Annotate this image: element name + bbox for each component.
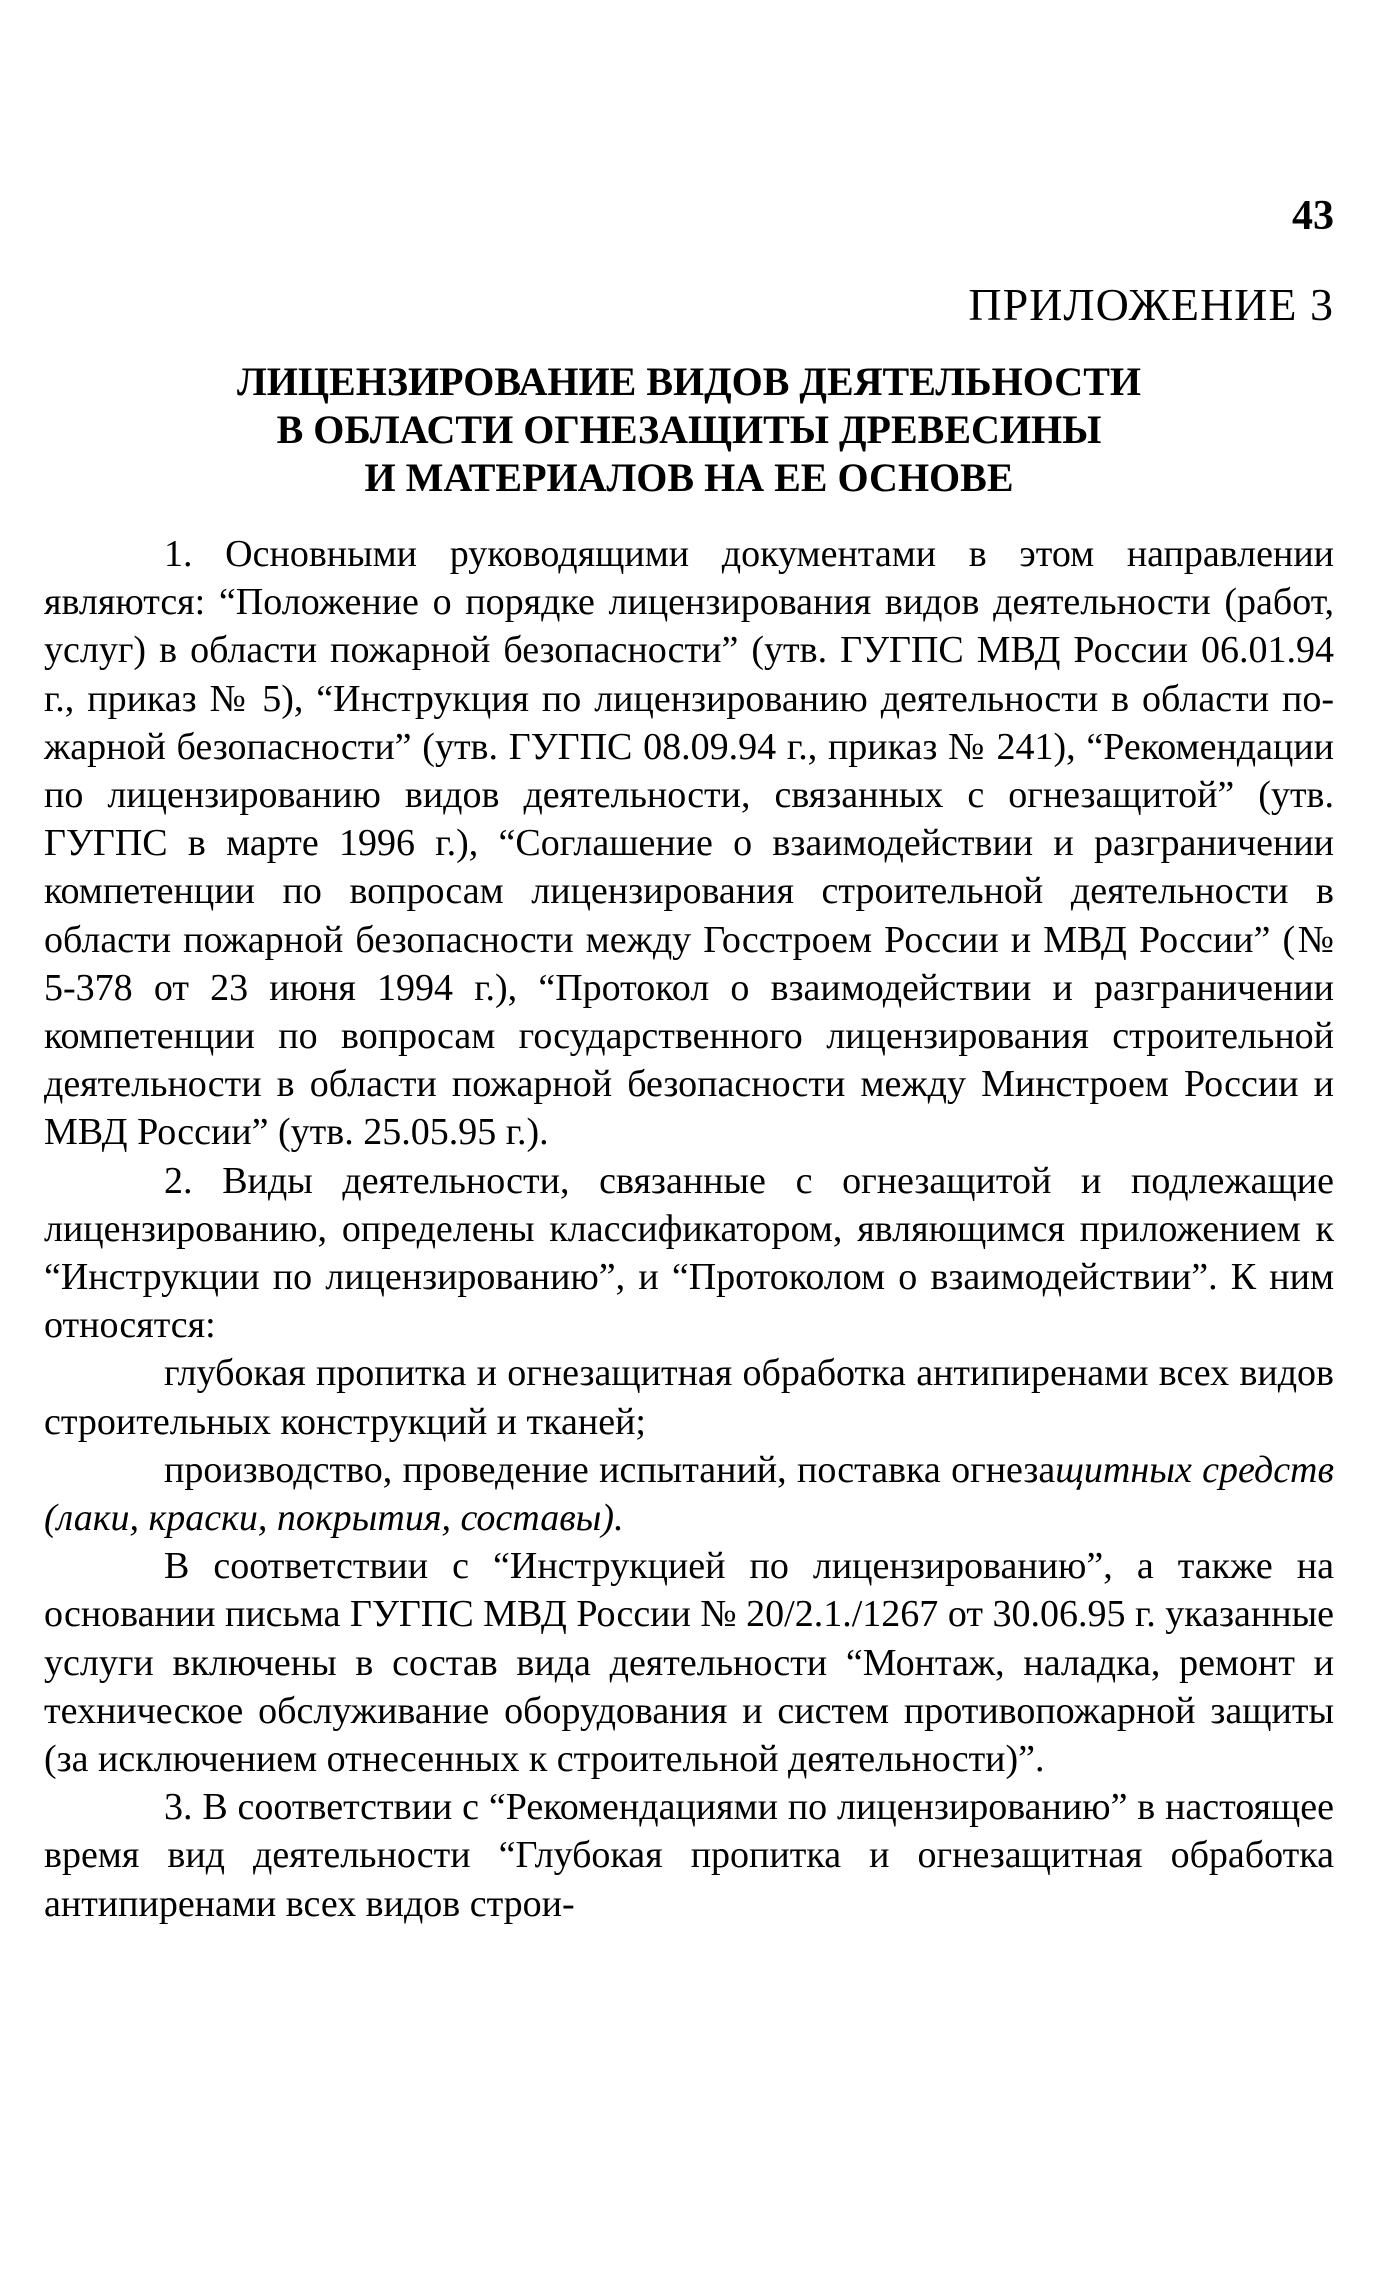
paragraph-3: В соответствии с “Инструкцией по лицензированию”, а также на основании письма ГУГПС МВД России № 20/2.1./1267 от 30.06.95 г. указанные услуги включены в состав вида деятельности “Монтаж, наладка, ремонт и техническое обслуживание оборудования и систем противопожарной защиты (за исключением отнесенных к строительной деятельности)”.: [44, 1545, 1334, 1781]
list-item-1: глубокая пропитка и огнезащитная обработка антипиренами всех видов строительных конструкций и тканей;: [44, 1352, 1334, 1443]
title-line-1: ЛИЦЕНЗИРОВАНИЕ ВИДОВ ДЕЯТЕЛЬНОСТИ: [237, 359, 1141, 404]
document-title: [44, 358, 1334, 502]
list-item-2: [44, 1446, 1334, 1542]
paragraph-2: 2. Виды деятельности, связанные с огнезащитой и подлежащие лицензированию, определены классификатором, являющимся приложением к “Инструкции по лицензированию”, и “Протоколом о взаимодействии”. К ним относятся:: [44, 1159, 1334, 1347]
document-page: [44, 0, 1334, 2284]
page-number: 43: [1292, 193, 1334, 239]
paragraph-1: 1. Основными руководящими документами в этом направлении являются: “Положение о порядке лицензирования видов деятельности (работ, услуг) в области пожарной безопасности” (утв. ГУГПС МВД России 06.01.94 г., приказ № 5), “Инструкция по лицензированию деятельности в области пожарной безопасности” (утв. ГУГПС 08.09.94 г., приказ № 241), “Рекомендации по лицензированию видов деятельности, связанных с огнезащитой” (утв. ГУГПС в марте 1996 г.), “Соглашение о взаимодействии и разграничении компетенции по вопросам лицензирования строительной деятельности в области пожарной безопасности между Госстроем России и МВД России” (№ 5-378 от 23 июня 1994 г.), “Протокол о взаимодействии и разграничении компетенции по вопросам государственного лицензирования строительной деятельности в области пожарной безопасности между Минстроем России и МВД России” (утв. 25.05.95 г.).: [44, 533, 1334, 1154]
title-line-2: В ОБЛАСТИ ОГНЕЗАЩИТЫ ДРЕВЕСИНЫ: [276, 407, 1102, 452]
list-item-2-text: производство, проведение испытаний, поставка огнеза: [164, 1448, 1056, 1491]
list-item-2-italic: щитных средств (лаки, краски, покрытия, составы).: [44, 1448, 1334, 1540]
paragraph-4: 3. В соответствии с “Рекомендациями по лицензированию” в настоящее время вид деятельности “Глубокая пропитка и огнезащитная обработка антипиренами всех видов строи-: [44, 1786, 1334, 1925]
title-line-3: И МАТЕРИАЛОВ НА ЕЕ ОСНОВЕ: [364, 455, 1014, 500]
document-body: [44, 530, 1334, 1928]
appendix-label: ПРИЛОЖЕНИЕ 3: [968, 279, 1334, 330]
